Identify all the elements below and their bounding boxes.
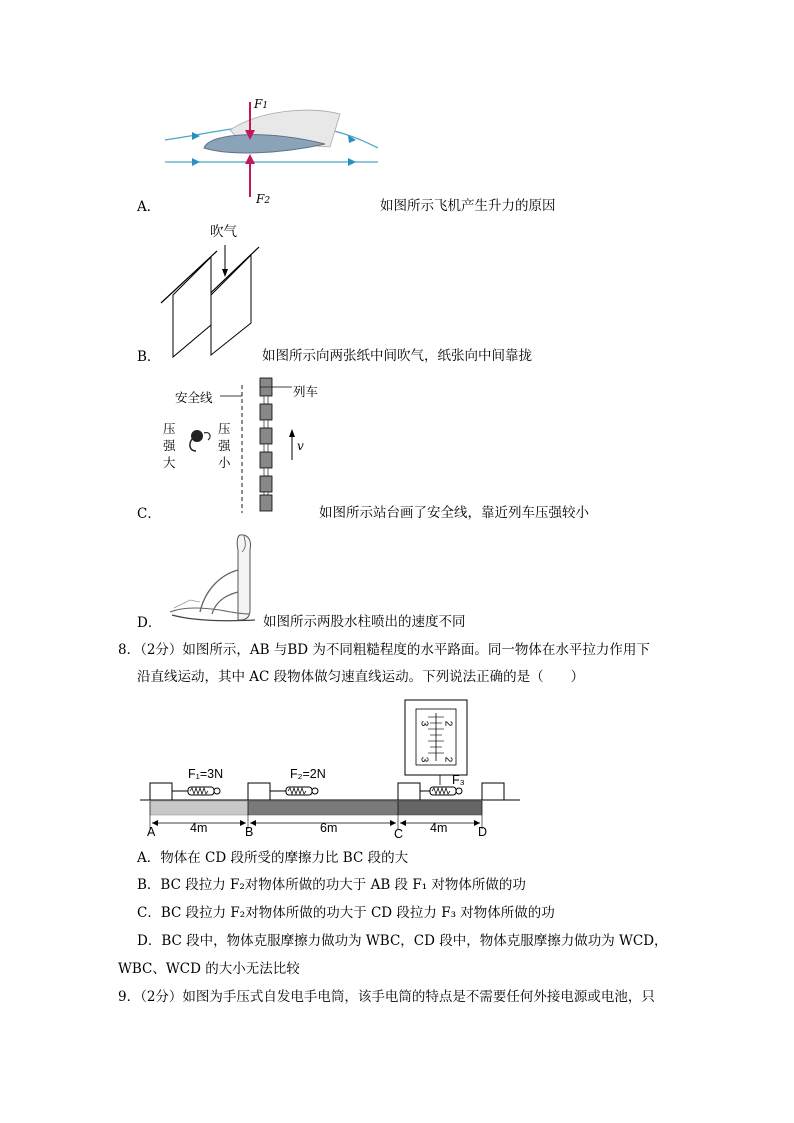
segment-ab-length: 4m [190,821,208,835]
force-f2-label: F2 [256,192,271,206]
q8-option-c: C．BC 段拉力 F₂对物体所做的功大于 CD 段拉力 F₃ 对物体所做的功 [137,905,555,921]
segment-bc-length: 6m [320,821,338,835]
option-c-letter: C． [137,506,161,522]
big-pressure-label: 压 强 大 [163,421,176,470]
q8-option-d-line1: D．BC 段中，物体克服摩擦力做功为 WBC，CD 段中，物体克服摩擦力做功为 WCD， [137,933,668,949]
point-b: B [245,825,254,839]
scale-lower-2: 2 [442,756,454,763]
small-pressure-label: 压 强 小 [218,421,231,470]
option-b-text: 如图所示向两张纸中间吹气，纸张向中间靠拢 [262,348,532,364]
blow-label: 吹气 [210,224,237,240]
airfoil-figure [160,92,390,207]
option-a-letter: A． [137,199,161,215]
force-f1-label: F1 [254,97,269,111]
scale-upper-2: 2 [442,720,454,727]
q8-stem-line2: 沿直线运动，其中 AC 段物体做匀速直线运动。下列说法正确的是（ ） [137,669,585,685]
option-d-text: 如图所示两股水柱喷出的速度不同 [263,614,466,630]
point-a: A [147,825,156,839]
train-label: 列车 [293,384,319,399]
q8-stem-line1: 8．（2分）如图所示，AB 与BD 为不同粗糙程度的水平路面。同一物体在水平拉力作用下 [118,642,650,658]
safety-line-label: 安全线 [175,390,213,405]
point-d: D [478,825,488,839]
q8-option-d-line2: WBC、WCD 的大小无法比较 [118,961,300,977]
scale-upper-3: 3 [418,720,430,727]
segment-cd-length: 4m [430,821,448,835]
train-platform-figure [180,375,310,515]
scale-lower-3: 3 [418,756,430,763]
option-c-text: 如图所示站台画了安全线，靠近列车压强较小 [319,505,589,521]
f1-label: F₁=3N [188,767,224,781]
f2-label: F₂=2N [290,767,326,781]
f3-label: F₃ [452,773,465,787]
q9-stem: 9．（2分）如图为手压式自发电手电筒，该手电筒的特点是不需要任何外接电源或电池，只 [118,989,655,1005]
paper-sheets-figure [155,235,265,360]
velocity-label: v [297,439,304,453]
option-d-letter: D． [137,615,162,631]
point-c: C [394,827,404,841]
q8-option-b: B．BC 段拉力 F₂对物体所做的功大于 AB 段 F₁ 对物体所做的功 [137,877,526,893]
q8-option-a: A．物体在 CD 段所受的摩擦力比 BC 段的大 [137,850,409,866]
water-bottle-figure [160,530,265,625]
option-b-letter: B． [137,349,161,365]
option-a-text: 如图所示飞机产生升力的原因 [380,198,556,214]
